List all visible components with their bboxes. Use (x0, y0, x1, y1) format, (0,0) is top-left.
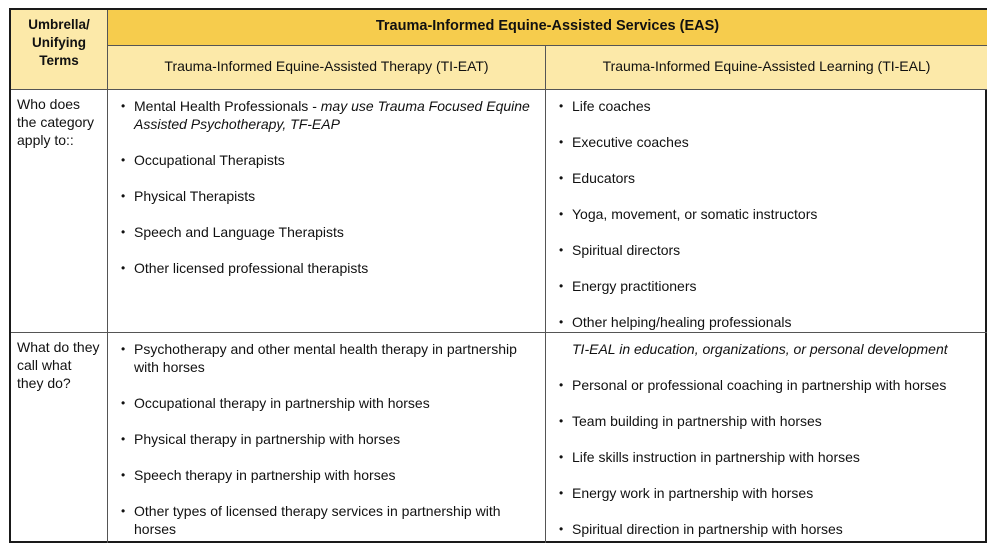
list-item-text: Executive coaches (572, 134, 689, 150)
list-item (554, 412, 983, 430)
header-col-learning-text: Trauma-Informed Equine-Assisted Learning (TI-EAL) (602, 58, 931, 74)
bullet-icon: • (559, 315, 564, 329)
list-item (554, 484, 983, 502)
list-item-text: Spiritual directors (572, 242, 681, 258)
row-who-label-text: Who does the category apply to:: (17, 96, 95, 148)
bullet-icon: • (121, 342, 126, 356)
list-item (116, 151, 537, 169)
list-item (116, 502, 537, 538)
umbrella-terms-text: Umbrella/ Unifying Terms (28, 17, 90, 68)
row-what-therapy-cell (108, 333, 546, 543)
list-item-text: Spiritual direction in partnership with horses (572, 521, 843, 537)
who-therapy-list (116, 97, 537, 332)
list-item-text: Personal or professional coaching in partnership with horses (572, 377, 947, 393)
row-what-learning-cell (546, 333, 987, 543)
bullet-icon: • (559, 207, 564, 221)
list-item-text: Yoga, movement, or somatic instructors (572, 206, 818, 222)
list-item (554, 241, 983, 259)
bullet-icon: • (121, 225, 126, 239)
list-item (116, 430, 537, 448)
list-item (116, 187, 537, 205)
bullet-icon: • (559, 135, 564, 149)
bullet-icon: • (559, 522, 564, 536)
row-what-label (11, 333, 108, 543)
list-item (554, 169, 983, 187)
list-item-text: Speech therapy in partnership with horses (134, 467, 396, 483)
header-main (108, 10, 987, 46)
list-item-text: Educators (572, 170, 636, 186)
what-learning-content (554, 340, 983, 543)
bullet-icon: • (121, 189, 126, 203)
row-who-label (11, 90, 108, 333)
list-item-text: Life skills instruction in partnership with horses (572, 449, 860, 465)
row-who-learning-cell (546, 90, 987, 333)
bullet-icon: • (559, 414, 564, 428)
list-item-text: Mental Health Professionals - (134, 98, 321, 114)
list-item (554, 205, 983, 223)
list-item-text: Other licensed professional therapists (134, 260, 369, 276)
list-item (554, 97, 983, 115)
list-item (554, 376, 983, 394)
list-item-text: Team building in partnership with horses (572, 413, 822, 429)
list-item-text: Occupational Therapists (134, 152, 285, 168)
bullet-icon: • (121, 261, 126, 275)
bullet-icon: • (559, 486, 564, 500)
bullet-icon: • (559, 243, 564, 257)
list-item (116, 340, 537, 376)
list-item-text: Energy work in partnership with horses (572, 485, 814, 501)
list-item (554, 313, 983, 331)
bullet-icon: • (559, 279, 564, 293)
bullet-icon: • (121, 504, 126, 518)
list-item (554, 277, 983, 295)
list-item (554, 133, 983, 151)
row-who-therapy-cell (108, 90, 546, 333)
list-item-text: Physical Therapists (134, 188, 256, 204)
list-item-text: Psychotherapy and other mental health therapy in partnership with horses (134, 341, 517, 375)
learning-intro-text: TI-EAL in education, organizations, or personal development (572, 341, 948, 357)
list-item-text: Energy practitioners (572, 278, 697, 294)
bullet-icon: • (121, 432, 126, 446)
bullet-icon: • (121, 468, 126, 482)
list-item-text: Other types of licensed therapy services in partnership with horses (134, 503, 501, 537)
list-item (554, 448, 983, 466)
header-col-therapy-text: Trauma-Informed Equine-Assisted Therapy (TI-EAT) (164, 58, 489, 74)
list-item (116, 97, 537, 133)
header-col-therapy (108, 46, 546, 90)
bullet-icon: • (121, 99, 126, 113)
list-item-note: may use Trauma Focused Equine Assisted Psychotherapy, TF-EAP (134, 98, 530, 132)
umbrella-terms-label (11, 10, 108, 90)
list-item-text: Speech and Language Therapists (134, 224, 344, 240)
header-main-text: Trauma-Informed Equine-Assisted Services (EAS) (375, 18, 720, 34)
list-item (116, 466, 537, 484)
row-what-label-text: What do they call what they do? (17, 339, 100, 391)
what-therapy-list (116, 340, 537, 543)
list-item (554, 520, 983, 538)
bullet-icon: • (559, 171, 564, 185)
eas-table (9, 8, 987, 543)
bullet-icon: • (559, 378, 564, 392)
list-item (116, 259, 537, 277)
list-item-text: Occupational therapy in partnership with horses (134, 395, 430, 411)
bullet-icon: • (121, 153, 126, 167)
list-item-text: Other helping/healing professionals (572, 314, 792, 330)
bullet-icon: • (121, 396, 126, 410)
bullet-icon: • (559, 99, 564, 113)
list-item-text: Physical therapy in partnership with horses (134, 431, 401, 447)
bullet-icon: • (559, 450, 564, 464)
who-learning-list (554, 97, 983, 332)
list-item-text: Life coaches (572, 98, 651, 114)
list-item (116, 223, 537, 241)
header-col-learning (546, 46, 987, 90)
list-item (116, 394, 537, 412)
